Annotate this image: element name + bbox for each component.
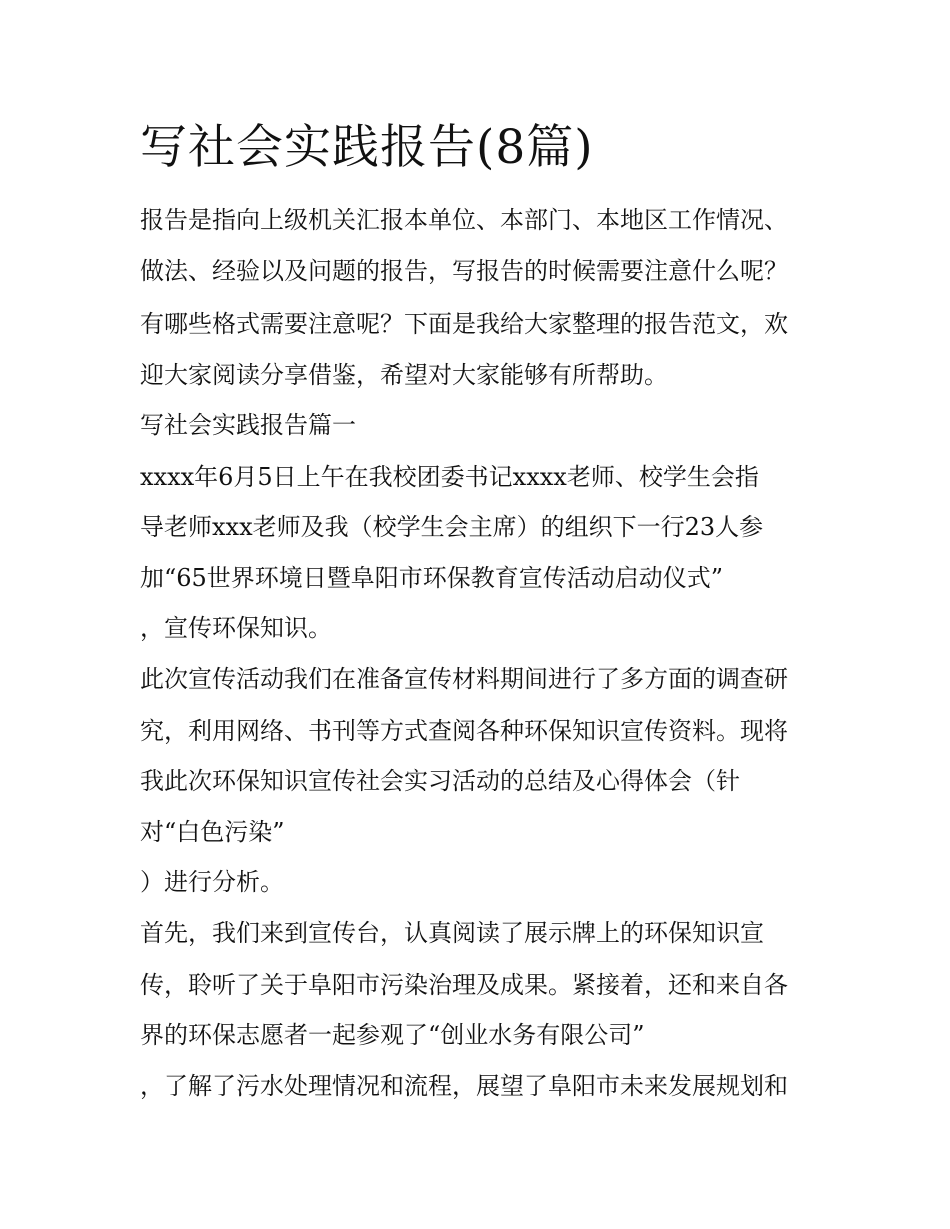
body-line: 做法、经验以及问题的报告，写报告的时候需要注意什么呢？ — [140, 257, 788, 285]
body-line: ）进行分析。 — [140, 868, 284, 896]
body-line: 导老师xxx老师及我（校学生会主席）的组织下一行23人参 — [140, 513, 764, 541]
body-line: 究，利用网络、书刊等方式查阅各种环保知识宣传资料。现将 — [140, 717, 788, 745]
body-line: 有哪些格式需要注意呢？下面是我给大家整理的报告范文，欢 — [140, 310, 788, 338]
page-title: 写社会实践报告(8篇) — [140, 120, 594, 175]
body-line: 报告是指向上级机关汇报本单位、本部门、本地区工作情况、 — [140, 206, 788, 234]
body-line: ，宣传环保知识。 — [140, 614, 332, 642]
body-line: 迎大家阅读分享借鉴，希望对大家能够有所帮助。 — [140, 361, 668, 389]
section-heading: 写社会实践报告篇一 — [140, 411, 356, 439]
body-line: 加“65世界环境日暨阜阳市环保教育宣传活动启动仪式” — [140, 564, 724, 592]
body-line: 首先，我们来到宣传台，认真阅读了展示牌上的环保知识宣 — [140, 919, 764, 947]
body-line: 此次宣传活动我们在准备宣传材料期间进行了多方面的调查研 — [140, 665, 788, 693]
body-line: 界的环保志愿者一起参观了“创业水务有限公司” — [140, 1021, 645, 1049]
body-line: ，了解了污水处理情况和流程，展望了阜阳市未来发展规划和 — [140, 1072, 788, 1100]
body-line: 传，聆听了关于阜阳市污染治理及成果。紧接着，还和来自各 — [140, 971, 788, 999]
body-line: 我此次环保知识宣传社会实习活动的总结及心得体会（针 — [140, 767, 740, 795]
body-line: xxxx年6月5日上午在我校团委书记xxxx老师、校学生会指 — [140, 463, 759, 491]
body-line: 对“白色污染” — [140, 818, 285, 846]
